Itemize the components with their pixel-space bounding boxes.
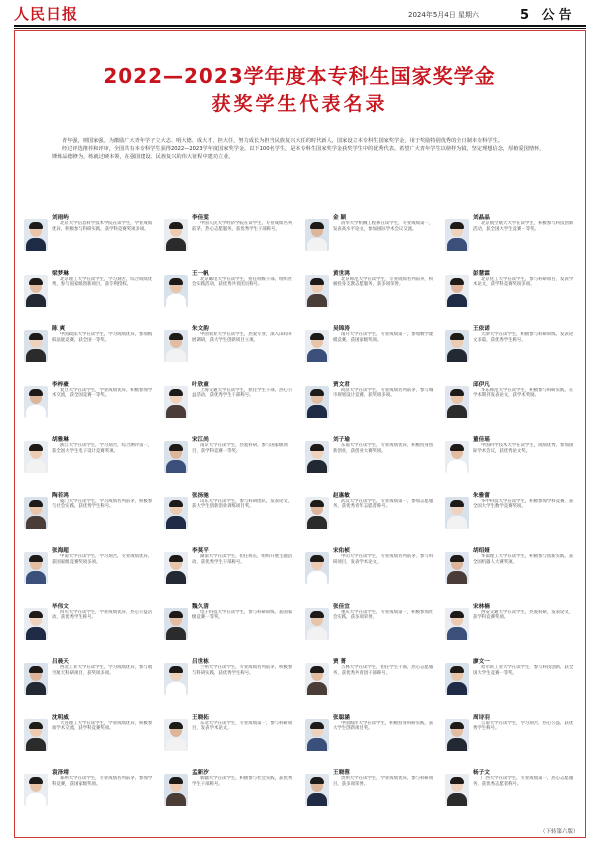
student-entry: [164, 768, 298, 812]
student-name: 邱伊凡: [473, 381, 490, 388]
student-bio: 云南大学在读学生，学习刻苦，热心公益，获优秀学生称号。: [473, 720, 574, 732]
student-bio: 天津大学在读学生，积极参与科研训练，发表论文多篇，获优秀学生称号。: [473, 332, 574, 343]
student-bio: 华中科技大学在读学生，积极参加学科竞赛，获全国大学生数学竞赛奖项。: [473, 498, 574, 510]
student-entry: [24, 435, 158, 479]
student-photo: [24, 330, 48, 362]
student-name: 王依诺: [473, 326, 490, 332]
student-entry: [305, 657, 439, 701]
student-photo: [164, 219, 188, 251]
student-bio: 中国农业大学在读学生，热爱专业，深入田间开展调研，获大学生创新项目立项。: [192, 332, 293, 343]
student-bio: 中国海洋大学在读学生，积极投身科研实践，获大学生创新项目奖。: [333, 720, 434, 732]
intro-paragraph: 经过评选推荐和评审，全国共有本专科学生获得2022—2023学年度国家奖学金。以下100名学生，是本专科生国家奖学金获奖学生中的优秀代表。希望广大青年学生以榜样为镜，坚定理想信念，厚植爱国情怀，锤炼品德修为，练就过硬本领，在强国建设、民族复兴的伟大征程中建功立业。: [52, 146, 545, 160]
student-name: 李佳雯: [192, 215, 209, 221]
student-name: 毕伟文: [52, 603, 69, 610]
student-entry: [445, 324, 579, 368]
student-bio: 厦门大学在读学生，学习成绩名列前茅，积极参与社会实践，获优秀学生称号。: [52, 498, 153, 510]
student-entry: [164, 491, 298, 535]
student-photo: [305, 441, 329, 473]
student-photo: [164, 275, 188, 307]
student-name: 宋林楠: [473, 603, 490, 610]
student-photo: [24, 719, 48, 751]
page-title: 2022—2023学年度本专科生国家奖学金: [103, 64, 496, 88]
continued-note: （下转第六版）: [540, 829, 579, 835]
student-bio: 山东大学在读学生，参与科研团队，发表论文，获大学生创新创业训练项目奖。: [192, 498, 293, 510]
student-bio: 武汉大学在读学生，专业成绩第一，参加志愿服务，获优秀青年志愿者称号。: [333, 498, 434, 510]
student-name: 张佳宜: [333, 603, 350, 610]
student-name: 黄世鸿: [333, 270, 350, 277]
header-rule: [14, 25, 586, 27]
header-rule-thin: [14, 28, 586, 29]
student-photo: [445, 774, 469, 806]
student-photo: [164, 441, 188, 473]
student-name: 张聪涵: [333, 714, 350, 721]
student-name: 陶若鸿: [52, 492, 69, 499]
student-photo: [305, 663, 329, 695]
student-entry: [24, 324, 158, 368]
student-entry: [24, 713, 158, 757]
student-bio: 中国人民大学经济学院在读学生，专业成绩名列前茅，热心志愿服务，获优秀学生干部称号。: [192, 221, 293, 232]
student-entry: [445, 213, 579, 257]
student-name: 梁梦琳: [52, 270, 69, 277]
student-bio: 华东师范大学在读学生，积极参与科研实践，在学术期刊发表论文，获学术奖励。: [473, 387, 574, 399]
student-photo: [24, 552, 48, 584]
masthead: [0, 0, 599, 24]
student-name: 贾文君: [333, 381, 350, 388]
student-name: 魏久清: [192, 603, 209, 610]
student-name: 金 颖: [333, 215, 347, 221]
student-bio: 南京大学在读学生，热爱科研，参与国家级项目，获学科竞赛一等奖。: [192, 443, 288, 454]
student-photo: [305, 219, 329, 251]
student-bio: 湖南大学在读学生，担任班长，组织开展主题活动，获优秀学生干部称号。: [192, 554, 293, 565]
student-entry: [24, 380, 158, 424]
student-bio: 复旦大学在读学生，学业成绩优异，积极参加学术交流，获全国竞赛一等奖。: [52, 387, 153, 399]
student-name: 张海超: [52, 548, 69, 554]
student-photo: [445, 219, 469, 251]
student-bio: 北京化工大学在读学生，参与科研项目，发表学术论文，获学科竞赛奖项多项。: [473, 276, 574, 288]
student-bio: 南开大学在读学生，专业成绩第一，参加数学建模竞赛，获国家级奖项。: [333, 332, 434, 343]
student-name: 李梓豪: [52, 381, 69, 388]
student-bio: 中山大学在读学生，专业成绩名列前茅，参与科研项目，发表学术论文。: [333, 554, 434, 565]
student-entry: [445, 491, 579, 535]
student-name: 沈明威: [52, 714, 69, 721]
student-bio: 同济大学在读学生，专业成绩名列前茅，参与城市规划设计竞赛，获奖项多项。: [333, 387, 434, 399]
student-photo: [24, 497, 48, 529]
student-bio: 浙江大学在读学生，学习刻苦，综合测评第一，获全国大学生电子设计竞赛奖项。: [52, 443, 153, 454]
student-name: 张扬驰: [192, 492, 209, 499]
student-name: 周诗羽: [473, 714, 490, 721]
student-name: 吕世栋: [192, 659, 209, 665]
newspaper-logo: 人民日报: [14, 5, 79, 23]
student-entry: [445, 657, 579, 701]
student-bio: 吉林大学在读学生，担任学生干部，热心志愿服务，获优秀共青团干部称号。: [333, 665, 434, 676]
student-bio: 新疆大学在读学生，积极参与社会实践，获优秀学生干部称号。: [192, 776, 293, 787]
student-bio: 东北大学在读学生，专业成绩第一，参与科研项目，发表学术论文。: [192, 720, 293, 732]
student-entry: [305, 491, 439, 535]
student-name: 王一帆: [192, 270, 209, 277]
student-entry: [164, 435, 298, 479]
student-name: 朱文韵: [192, 326, 209, 332]
student-name: 袁泽靖: [52, 770, 69, 776]
student-photo: [305, 386, 329, 418]
student-photo: [164, 497, 188, 529]
student-bio: 西北工业大学在读学生，学习成绩优异，参与航空航天科研项目，获奖项多项。: [52, 665, 153, 676]
student-photo: [24, 275, 48, 307]
student-bio: 哈尔滨工业大学在读学生，参与科技创新，获全国大学生竞赛一等奖。: [473, 665, 574, 676]
student-entry: [445, 269, 579, 313]
student-entry: [24, 657, 158, 701]
student-entry: [24, 768, 158, 812]
student-photo: [445, 663, 469, 695]
student-name: 胡雅琳: [52, 437, 69, 443]
student-bio: 中国科学技术大学在读学生，成绩优秀，参加国际学术会议，获优秀论文奖。: [473, 443, 574, 454]
student-name: 宋江尚: [192, 437, 209, 443]
student-name: 胡绍娅: [473, 548, 490, 554]
student-entry: [445, 546, 579, 590]
student-bio: 电子科技大学在读学生，参与科研训练，获国家级竞赛一等奖。: [192, 609, 293, 621]
student-entry: [305, 602, 439, 646]
student-photo: [305, 497, 329, 529]
student-entry: [305, 324, 439, 368]
student-entry: [164, 380, 298, 424]
student-name: 廖文一: [473, 659, 490, 665]
student-photo: [164, 330, 188, 362]
student-bio: 重庆大学在读学生，专业成绩第一，积极参加社会实践，获多项荣誉。: [333, 609, 434, 621]
student-bio: 北京大学信息科学技术学院在读学生，学业成绩优异，积极参与科研实践，获学科竞赛奖项多项。: [52, 221, 153, 232]
student-name: 朱雅蕾: [473, 492, 490, 499]
student-photo: [305, 275, 329, 307]
student-photo: [445, 330, 469, 362]
page-subtitle: 获奖学生代表名录: [211, 93, 388, 115]
student-entry: [305, 435, 439, 479]
student-photo: [164, 608, 188, 640]
student-bio: 上海交通大学在读学生，担任学生干部，热心公益活动，获优秀学生干部称号。: [192, 387, 293, 399]
student-name: 刘雨屿: [52, 215, 69, 221]
student-entry: [445, 380, 579, 424]
student-entry: [305, 546, 439, 590]
student-bio: 西安交通大学在读学生，热爱科研，发表论文，获学科竞赛奖项。: [473, 609, 574, 621]
student-entry: [164, 324, 298, 368]
student-photo: [24, 441, 48, 473]
student-photo: [164, 719, 188, 751]
page-section: 5 公告: [520, 8, 576, 23]
student-photo: [305, 719, 329, 751]
student-photo: [445, 275, 469, 307]
student-name: 刘晶晶: [473, 215, 490, 221]
student-entry: [164, 657, 298, 701]
student-name: 贾 菁: [333, 659, 347, 665]
student-bio: 清华大学机械工程系在读学生，专业成绩第一，发表高水平论文，参加国际学术会议交流。: [333, 221, 434, 232]
student-name: 刘子瑜: [333, 437, 350, 443]
student-entry: [164, 713, 298, 757]
student-photo: [164, 774, 188, 806]
intro-text: [52, 137, 548, 161]
student-photo: [445, 497, 469, 529]
student-name: 吴锦涛: [333, 326, 350, 332]
student-photo: [305, 330, 329, 362]
student-entry: [164, 602, 298, 646]
student-bio: 北京师范大学在读学生，专业成绩名列前茅，积极投身支教志愿服务，获多项荣誉。: [333, 276, 434, 288]
student-photo: [445, 719, 469, 751]
student-entry: [164, 213, 298, 257]
student-bio: 北京邮电大学在读学生，担任班级干部，组织社会实践活动，获优秀共青团员称号。: [192, 276, 293, 288]
student-bio: 华南理工大学在读学生，积极参与创新实践，获全国机器人大赛奖项。: [473, 554, 574, 565]
student-bio: 北京航空航天大学在读学生，积极参与科技创新活动，获全国大学生竞赛一等奖。: [473, 221, 574, 232]
student-entry: [445, 768, 579, 812]
student-entry: [24, 602, 158, 646]
student-photo: [24, 219, 48, 251]
student-photo: [164, 552, 188, 584]
student-photo: [445, 552, 469, 584]
student-photo: [24, 774, 48, 806]
student-entry: [164, 269, 298, 313]
student-photo: [445, 608, 469, 640]
student-name: 叶欣童: [192, 381, 209, 388]
student-name: 吕晨天: [52, 659, 69, 665]
student-photo: [305, 552, 329, 584]
student-bio: 郑州大学在读学生，专业成绩名列前茅，参加学科竞赛，获国家级奖项。: [52, 776, 153, 787]
student-bio: 东南大学在读学生，专业成绩优异，积极投身创新创业，获创业大赛奖项。: [333, 443, 434, 454]
student-bio: 兰州大学在读学生，专业成绩名列前茅，积极参与科研实践，获优秀学生称号。: [192, 665, 293, 676]
student-name: 李莫平: [192, 548, 209, 554]
student-photo: [305, 774, 329, 806]
student-name: 王晓拓: [192, 714, 209, 721]
student-entry: [305, 768, 439, 812]
student-name: 陈 爽: [52, 326, 66, 332]
student-name: 宋佑桢: [333, 548, 350, 554]
student-photo: [164, 663, 188, 695]
student-entry: [24, 269, 158, 313]
student-name: 彭慧霖: [473, 270, 490, 277]
student-entry: [445, 602, 579, 646]
student-bio: 大连理工大学在读学生，学业成绩优异，积极参加学术交流，获学科竞赛奖项。: [52, 720, 153, 732]
student-entry: [305, 713, 439, 757]
student-photo: [24, 386, 48, 418]
student-photo: [164, 386, 188, 418]
student-entry: [445, 435, 579, 479]
student-name: 杨子文: [473, 770, 490, 776]
student-photo: [305, 608, 329, 640]
student-entry: [24, 491, 158, 535]
student-bio: 北京理工大学在读学生，学习刻苦，综合成绩优秀，参与国家级创新项目，获专利授权。: [52, 276, 153, 288]
student-bio: 中南大学在读学生，学习刻苦，专业成绩优异，获国家级竞赛奖项多项。: [52, 554, 153, 565]
student-name: 王晓蓉: [333, 770, 350, 776]
student-photo: [445, 386, 469, 418]
student-entry: [24, 546, 158, 590]
student-photo: [24, 608, 48, 640]
student-name: 董佳瑶: [473, 437, 490, 443]
issue-date: 2024年5月4日 星期六: [408, 11, 479, 19]
intro-paragraph: 青年强，则国家强。为激励广大青年学子立大志、明大德、成大才、担大任，努力成长为担当民族复兴大任的时代新人，国家设立本专科生国家奖学金，用于奖励特别优秀的全日制本专科学生。: [62, 138, 503, 144]
student-entry: [445, 713, 579, 757]
student-photo: [445, 441, 469, 473]
student-bio: 贵州大学在读学生，学业成绩优异，参与科研项目，获多项荣誉。: [333, 776, 434, 787]
student-entry: [24, 213, 158, 257]
student-name: 孟新汐: [192, 770, 209, 776]
student-bio: 广西大学在读学生，专业成绩第一，热心志愿服务，获优秀志愿者称号。: [473, 776, 574, 787]
student-entry: [305, 269, 439, 313]
student-photo: [24, 663, 48, 695]
student-entry: [305, 380, 439, 424]
student-bio: 中国政法大学在读学生，学习成绩优异，参加模拟法庭竞赛，获全国一等奖。: [52, 332, 153, 343]
student-bio: 四川大学在读学生，学业成绩优异，热心公益活动，获优秀学生称号。: [52, 609, 153, 621]
student-name: 赵惠敏: [333, 492, 350, 499]
student-entry: [164, 546, 298, 590]
student-entry: [305, 213, 439, 257]
